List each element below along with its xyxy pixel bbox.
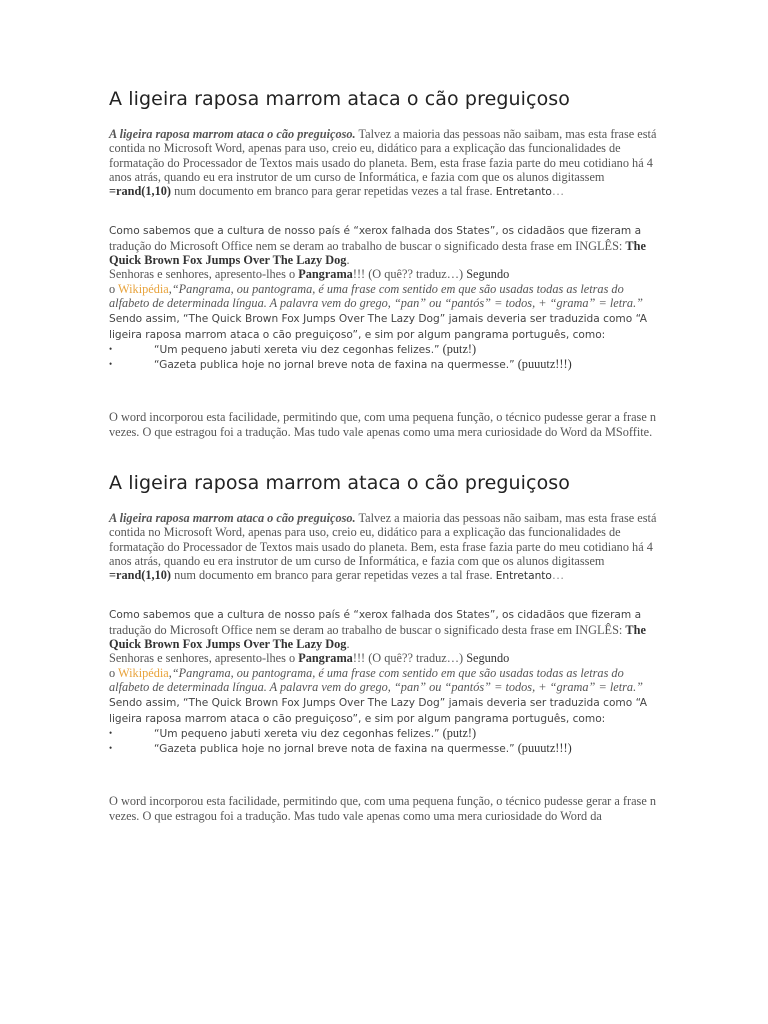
conclusion-text: Sendo assim, “The Quick Brown Fox Jumps Over The Lazy Dog” jamais deveria ser traduzida como “A ligeira raposa marrom ataca o cão preguiçoso”, e sim por algum pangrama português, como: (109, 697, 647, 725)
intro-text: Talvez a maioria das pessoas não saibam, mas esta frase está contida no Microsoft Word, apenas para uso, creio eu, didático para a explicação das funcionalidades de formatação do Processador de Textos mais usado do planeta. Bem, esta frase fazia parte do meu cotidiano há 4 anos atrás, quando eu era instrutor de um curso de Informática, e fazia com que os alunos digitassem (109, 127, 657, 184)
pangrama-word: Pangrama (298, 651, 353, 666)
example-comment: (putz!) (439, 725, 477, 740)
example-comment: (putz!) (439, 341, 477, 356)
pangrama-definition: “Pangrama, ou pantograma, é uma frase com sentido em que são usadas todas as letras do alfabeto de determinada língua. A palavra vem do grego, “pan” ou “pantós” = todos, + “grama” = letra.” (109, 281, 643, 310)
example-comment: (puuutz!!!) (514, 357, 572, 372)
example-pangram: “Um pequeno jabuti xereta viu dez cegonhas felizes.” (154, 343, 440, 356)
article-section-1 (109, 84, 657, 439)
translation-text: tradução do Microsoft Office nem se deram ao trabalho de buscar o significado desta frase em INGLÊS: (109, 238, 626, 253)
closing-paragraph: O word incorporou esta facilidade, permitindo que, com uma pequena função, o técnico pudesse gerar a frase n vezes. O que estragou foi a tradução. Mas tudo vale apenas como uma mera curiosidade do Word da MSoffite. (109, 410, 657, 439)
english-pangram: The Quick Brown Fox Jumps Over The Lazy Dog (109, 238, 646, 268)
english-pangram: The Quick Brown Fox Jumps Over The Lazy Dog (109, 622, 646, 652)
segundo-text: Segundo (463, 267, 510, 282)
comma: , (168, 665, 172, 680)
exclaim-text: !!! (O quê?? traduz…) (352, 267, 464, 282)
o-text: o (109, 665, 119, 680)
entretanto-text: Entretanto (495, 570, 552, 583)
article-section-2 (109, 468, 657, 823)
intro-pangrama-text: Senhoras e senhores, apresento-lhes o (109, 267, 299, 282)
pangram-paragraph (109, 223, 657, 372)
intro-lead: A ligeira raposa marrom ataca o cão preguiçoso. (109, 511, 356, 525)
period: . (346, 253, 350, 268)
wikipedia-link[interactable]: Wikipédia (118, 281, 169, 296)
o-text: o (109, 281, 119, 296)
bullet-icon: • (109, 743, 113, 754)
pangrama-definition: “Pangrama, ou pantograma, é uma frase com sentido em que são usadas todas as letras do alfabeto de determinada língua. A palavra vem do grego, “pan” ou “pantós” = todos, + “grama” = letra.” (109, 665, 643, 694)
bullet-icon: • (109, 727, 113, 738)
culture-text: Como sabemos que a cultura de nosso país é “xerox falhada dos States”, os cidadãos que fizeram a (109, 609, 642, 622)
article-heading: A ligeira raposa marrom ataca o cão preguiçoso (109, 88, 571, 110)
example-pangram: “Gazeta publica hoje no jornal breve nota de faxina na quermesse.” (154, 743, 515, 756)
culture-text: Como sabemos que a cultura de nosso país é “xerox falhada dos States”, os cidadãos que fizeram a (109, 225, 642, 238)
intro-text-2: num documento em branco para gerar repetidas vezes a tal frase. (171, 184, 496, 199)
intro-lead: A ligeira raposa marrom ataca o cão preguiçoso. (109, 127, 356, 141)
example-pangram: “Gazeta publica hoje no jornal breve nota de faxina na quermesse.” (154, 359, 515, 372)
pangram-paragraph (109, 607, 657, 756)
exclaim-text: !!! (O quê?? traduz…) (352, 651, 464, 666)
intro-paragraph (109, 127, 657, 199)
intro-text-2: num documento em branco para gerar repetidas vezes a tal frase. (171, 568, 496, 583)
intro-text: Talvez a maioria das pessoas não saibam, mas esta frase está contida no Microsoft Word, apenas para uso, creio eu, didático para a explicação das funcionalidades de formatação do Processador de Textos mais usado do planeta. Bem, esta frase fazia parte do meu cotidiano há 4 anos atrás, quando eu era instrutor de um curso de Informática, e fazia com que os alunos digitassem (109, 511, 657, 568)
example-pangram: “Um pequeno jabuti xereta viu dez cegonhas felizes.” (154, 727, 440, 740)
pangrama-word: Pangrama (298, 267, 353, 282)
list-item (109, 741, 657, 756)
ellipsis: … (551, 568, 565, 583)
list-item (109, 357, 657, 372)
bullet-icon: • (109, 359, 113, 370)
list-item (109, 726, 657, 741)
pangram-examples (109, 726, 657, 757)
intro-pangrama-text: Senhoras e senhores, apresento-lhes o (109, 651, 299, 666)
wikipedia-link[interactable]: Wikipédia (118, 665, 169, 680)
period: . (346, 637, 350, 652)
list-item (109, 342, 657, 357)
comma: , (168, 281, 172, 296)
pangram-examples (109, 342, 657, 373)
conclusion-text: Sendo assim, “The Quick Brown Fox Jumps Over The Lazy Dog” jamais deveria ser traduzida como “A ligeira raposa marrom ataca o cão preguiçoso”, e sim por algum pangrama português, como: (109, 313, 647, 341)
entretanto-text: Entretanto (495, 186, 552, 199)
rand-code: =rand(1,10) (109, 184, 172, 199)
intro-paragraph (109, 511, 657, 583)
translation-text: tradução do Microsoft Office nem se deram ao trabalho de buscar o significado desta frase em INGLÊS: (109, 622, 626, 637)
bullet-icon: • (109, 343, 113, 354)
rand-code: =rand(1,10) (109, 568, 172, 583)
ellipsis: … (551, 184, 565, 199)
article-heading: A ligeira raposa marrom ataca o cão preguiçoso (109, 472, 571, 494)
closing-paragraph: O word incorporou esta facilidade, permitindo que, com uma pequena função, o técnico pudesse gerar a frase n vezes. O que estragou foi a tradução. Mas tudo vale apenas como uma mera curiosidade do Word da (109, 794, 657, 823)
segundo-text: Segundo (463, 651, 510, 666)
example-comment: (puuutz!!!) (514, 741, 572, 756)
